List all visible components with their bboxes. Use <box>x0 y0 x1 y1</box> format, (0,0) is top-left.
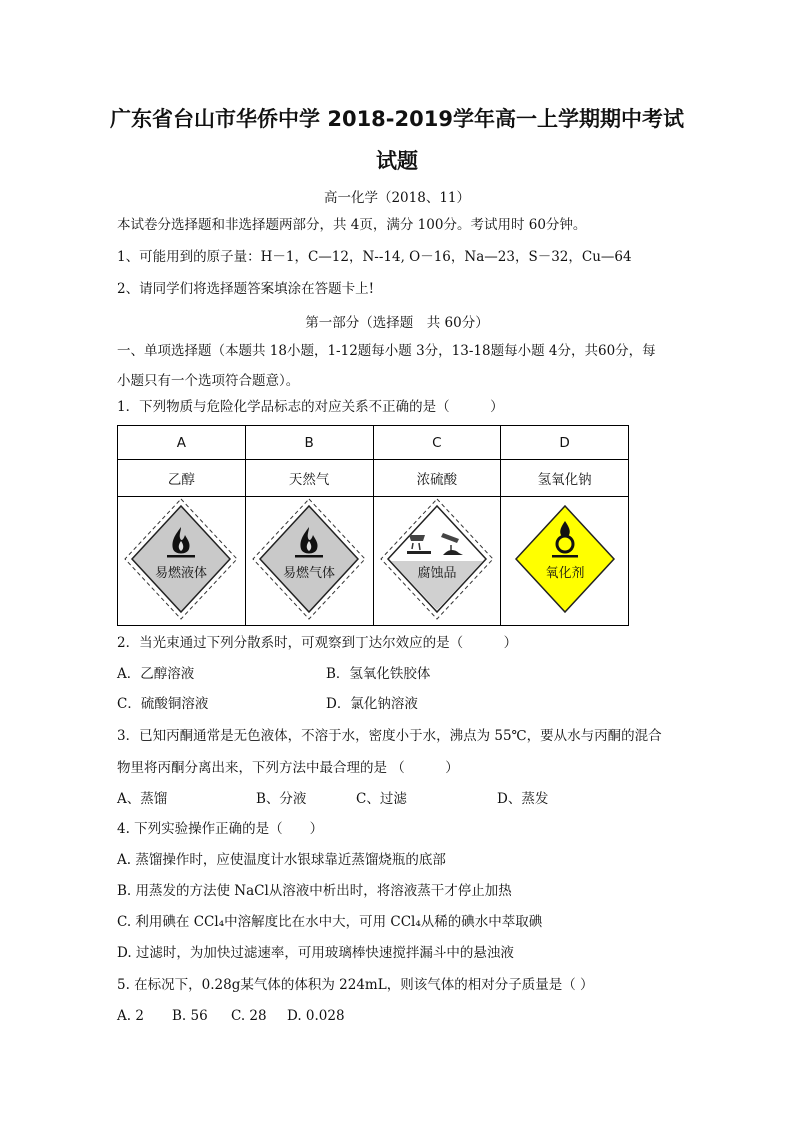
question-1-stem: 1．下列物质与危险化学品标志的对应关系不正确的是（ ） <box>117 399 504 415</box>
substance-a: 乙醇 <box>118 460 246 497</box>
question-5-option-b: B. 56 <box>172 1008 208 1024</box>
sign-label-d: 氧化剂 <box>545 566 585 581</box>
part1-heading: 第一部分（选择题 共 60分） <box>305 315 489 331</box>
question-3-stem-line1: 3．已知丙酮通常是无色液体，不溶于水，密度小于水，沸点为 55℃，要从水与丙酮的混合 <box>117 728 662 744</box>
question-2-option-d: D．氯化钠溶液 <box>326 696 418 712</box>
hazard-symbol-table <box>117 425 629 626</box>
corrosive-sign <box>379 497 495 621</box>
sign-label-a: 易燃液体 <box>155 566 208 581</box>
question-3-option-b: B、分液 <box>256 791 307 807</box>
option-letter-a: A <box>118 426 246 460</box>
question-4-option-b: B. 用蒸发的方法使 NaCl从溶液中析出时，将溶液蒸干才停止加热 <box>117 883 512 899</box>
question-5-option-d: D. 0.028 <box>287 1008 345 1024</box>
question-2-option-c: C．硫酸铜溶液 <box>117 696 209 712</box>
sign-label-c: 腐蚀品 <box>417 566 457 581</box>
question-3-stem-line2: 物里将丙酮分离出来，下列方法中最合理的是 （ ） <box>117 760 459 776</box>
question-4-stem: 4. 下列实验操作正确的是（ ） <box>117 821 324 837</box>
question-5-option-c: C. 28 <box>231 1008 267 1024</box>
question-4-option-d: D. 过滤时，为加快过滤速率，可用玻璃棒快速搅拌漏斗中的悬浊液 <box>117 945 514 961</box>
question-5-option-a: A. 2 <box>117 1008 144 1024</box>
page-title-line-1: 广东省台山市华侨中学 2018-2019学年高一上学期期中考试 <box>110 107 684 131</box>
question-3-option-c: C、过滤 <box>356 791 407 807</box>
question-2-option-b: B．氢氧化铁胶体 <box>326 666 431 682</box>
flammable-liquid-sign <box>123 497 239 621</box>
exam-intro: 本试卷分选择题和非选择题两部分，共 4页，满分 100分。考试用时 60分钟。 <box>117 217 587 233</box>
question-3-option-d: D、蒸发 <box>497 791 549 807</box>
question-4-option-a: A. 蒸馏操作时，应使温度计水银球靠近蒸馏烧瓶的底部 <box>117 852 446 868</box>
option-letter-d: D <box>501 426 629 460</box>
option-letter-c: C <box>373 426 501 460</box>
section1-instructions-line2: 小题只有一个选项符合题意）。 <box>117 373 300 389</box>
question-3-option-a: A、蒸馏 <box>117 791 168 807</box>
note-atomic-masses: 1、可能用到的原子量：H－1，C—12，N--14, O－16，Na—23，S－32，Cu—64 <box>117 249 632 265</box>
note-answer-card: 2、请同学们将选择题答案填涂在答题卡上! <box>117 281 375 297</box>
question-2-option-a: A．乙醇溶液 <box>117 666 195 682</box>
sign-label-b: 易燃气体 <box>283 566 336 581</box>
option-letter-b: B <box>245 426 373 460</box>
question-2-stem: 2．当光束通过下列分散系时，可观察到丁达尔效应的是（ ） <box>117 635 518 651</box>
substance-d: 氢氧化钠 <box>501 460 629 497</box>
question-4-option-c: C. 利用碘在 CCl₄中溶解度比在水中大，可用 CCl₄从稀的碘水中萃取碘 <box>117 914 543 930</box>
oxidizer-sign <box>507 497 623 621</box>
substance-b: 天然气 <box>245 460 373 497</box>
question-5-stem: 5. 在标况下，0.28g某气体的体积为 224mL，则该气体的相对分子质量是（ ） <box>117 977 594 993</box>
page-title-line-2: 试题 <box>376 149 418 173</box>
section1-instructions-line1: 一、单项选择题（本题共 18小题，1-12题每小题 3分，13-18题每小题 4分，共60分，每 <box>117 343 656 359</box>
subtitle: 高一化学（2018、11） <box>323 190 471 206</box>
flammable-gas-sign <box>251 497 367 621</box>
substance-c: 浓硫酸 <box>373 460 501 497</box>
